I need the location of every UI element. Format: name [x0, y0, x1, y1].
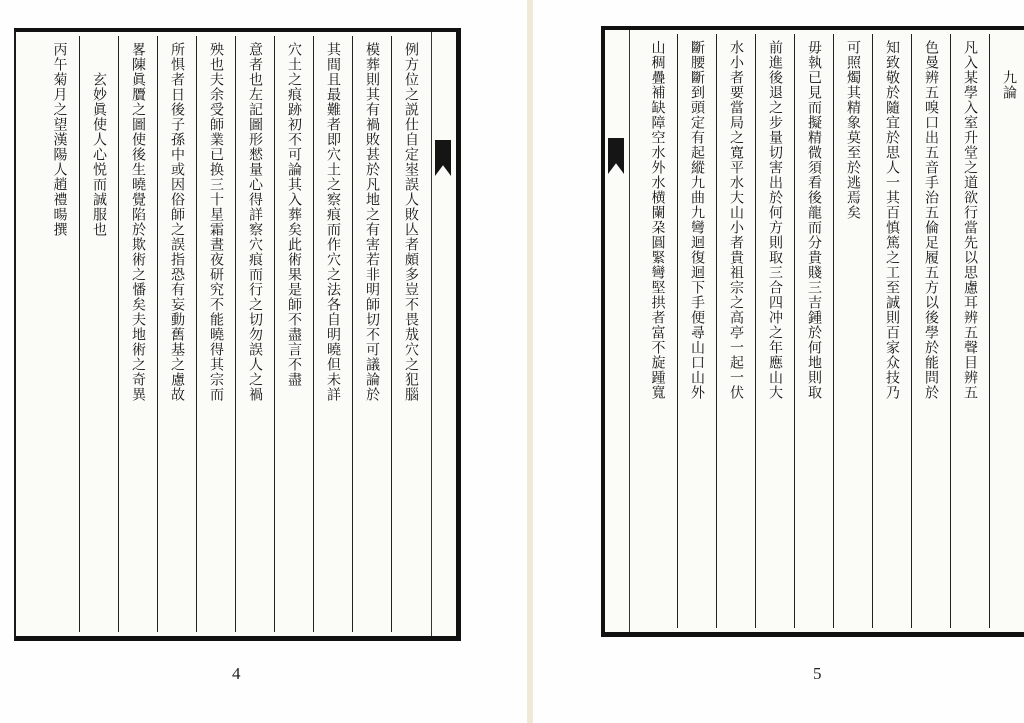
page-number: 5 — [813, 664, 822, 683]
text-column — [313, 36, 352, 632]
column-text: 斷腰斷到頭定有起縱九曲九彎迴復迴下手便尋山口山外 — [689, 40, 705, 400]
text-column — [235, 36, 274, 632]
column-text: 丙午菊月之望漢陽人趙禮暘撰 — [51, 42, 68, 237]
text-column — [638, 34, 677, 628]
text-column — [391, 36, 430, 632]
column-text: 凡入某學入室升堂之道欲行當先以思慮耳辨五聲目辨五 — [962, 40, 978, 400]
fold-fishtail-mark — [608, 138, 624, 174]
column-text: 色曼辨五嗅口出五音手治五倫足履五方以後學於能問於 — [923, 40, 939, 400]
text-column — [833, 34, 872, 628]
column-text: 玄妙眞使人心悦而誠服也 — [91, 72, 107, 237]
page-fold-strip — [431, 32, 456, 636]
fold-fishtail-mark — [435, 140, 451, 176]
text-column — [716, 34, 755, 628]
page-frame — [14, 28, 461, 641]
text-columns — [16, 36, 430, 632]
text-column — [157, 36, 196, 632]
text-column — [911, 34, 950, 628]
text-column — [950, 34, 989, 628]
column-text: 前進後退之步量切害出於何方則取三合四冲之年應山大 — [767, 40, 783, 400]
page-right — [533, 0, 1024, 723]
page-frame — [601, 26, 1024, 637]
text-column — [79, 36, 118, 632]
column-text: 其間且最難者即穴土之察痕而作穴之法各自明曉但未詳 — [325, 42, 341, 402]
page-fold-strip — [605, 30, 630, 632]
text-column — [352, 36, 391, 632]
column-text: 所惧者日後子孫中或因俗師之誤指恐有妄動舊基之慮故 — [169, 42, 185, 402]
column-text: 殃也夫余受師業已换三十星霜晝夜研究不能曉得其宗而 — [208, 42, 224, 402]
column-text: 例方位之説仕自定埊誤人敗亾者頗多豈不畏㦲穴之犯腦 — [403, 42, 419, 402]
column-text: 可照燭其精象莫至於逃焉矣 — [845, 40, 861, 220]
text-column — [794, 34, 833, 628]
page-number: 4 — [232, 664, 241, 683]
column-text: 意者也左記圖形憖量心得詳察穴痕而行之切勿誤人之禍 — [247, 42, 263, 402]
column-text: 山稠疊補缺障空水外水横闌朶圓緊彎堅拱者富不旋踵寬 — [649, 40, 666, 400]
column-text: 水小者要當局之寛平水大山小者貴祖宗之高亭一起一伏 — [728, 40, 744, 400]
text-column — [274, 36, 313, 632]
column-text: 穴土之痕跡初不可論其入葬矣此術果是師不盡言不盡 — [286, 42, 302, 387]
text-column — [755, 34, 794, 628]
text-column — [872, 34, 911, 628]
column-text: 九論 — [1001, 70, 1017, 100]
column-text: 畧陳眞贗之圖使後生曉覺陷於欺術之憣矣夫地術之奇異 — [130, 42, 146, 402]
text-columns — [631, 34, 1024, 628]
text-column — [989, 34, 1024, 628]
text-column — [40, 36, 79, 632]
column-text: 知致敬於隨宜於思人一其百慎篤之工至誠則百家众技乃 — [884, 40, 900, 400]
text-column — [118, 36, 157, 632]
column-text: 毋執已見而擬精微須看後龍而分貴賤三吉鍾於何地則取 — [806, 40, 822, 400]
text-column — [196, 36, 235, 632]
text-column — [677, 34, 716, 628]
column-text: 模葬則其有禍敗甚於凡地之有害若非明師切不可議論於 — [364, 42, 380, 402]
